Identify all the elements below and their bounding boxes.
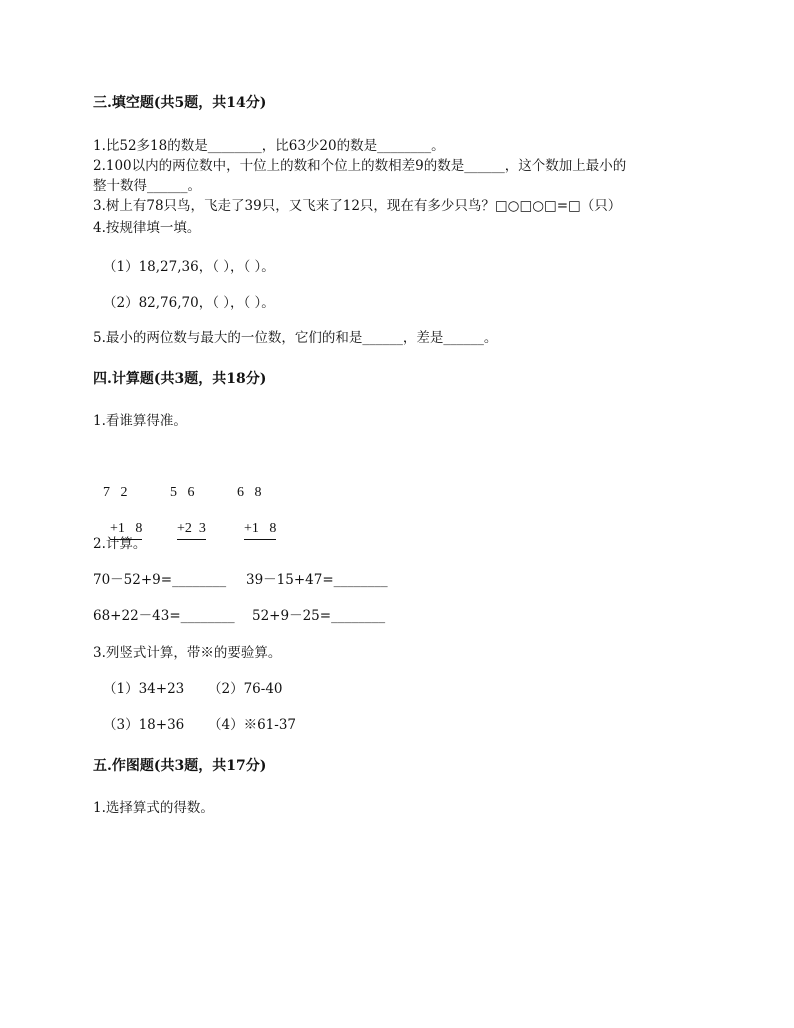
vertical-sum-2-top: 5 6 <box>163 485 195 500</box>
question-3-1: 1.比52多18的数是________，比63少20的数是________。 <box>93 138 445 154</box>
question-3-4-part1: （1）18,27,36，（ ），（ ）。 <box>103 259 275 275</box>
calc-1: 70－52+9=________ <box>93 572 227 588</box>
question-4-3-part4: （4）※61-37 <box>208 717 297 733</box>
question-3-4: 4.按规律填一填。 <box>93 220 201 236</box>
vertical-sum-1-bottom: +1 8 <box>110 520 142 540</box>
question-3-3: 3.树上有78只鸟，飞走了39只，又飞来了12只，现在有多少只鸟？□○□○□=□（只） <box>93 198 622 214</box>
question-4-3-part3: （3）18+36 <box>103 717 185 733</box>
calc-4: 52+9－25=________ <box>252 608 386 624</box>
question-3-2-line2: 整十数得______。 <box>93 178 201 194</box>
calc-3: 68+22－43=________ <box>93 608 235 624</box>
vertical-sum-2 <box>163 448 206 558</box>
question-4-3: 3.列竖式计算，带※的要验算。 <box>93 645 282 661</box>
calc-2: 39－15+47=________ <box>246 572 388 588</box>
question-4-3-part1: （1）34+23 <box>103 681 185 697</box>
vertical-sum-3-bottom: +1 8 <box>244 520 276 540</box>
section-title-drawing: 五.作图题(共3题，共17分) <box>93 758 267 774</box>
vertical-sum-1-top: 7 2 <box>96 485 128 500</box>
question-3-5: 5.最小的两位数与最大的一位数，它们的和是______，差是______。 <box>93 330 498 346</box>
vertical-sum-3 <box>230 448 276 558</box>
section-title-fill-in: 三.填空题(共5题，共14分) <box>93 95 267 111</box>
question-5-1: 1.选择算式的得数。 <box>93 800 214 816</box>
question-4-1: 1.看谁算得准。 <box>93 413 187 429</box>
question-3-2-line1: 2.100以内的两位数中，十位上的数和个位上的数相差9的数是______，这个数加上最小的 <box>93 158 627 174</box>
vertical-sum-2-bottom: +2 3 <box>177 520 206 540</box>
section-title-calculation: 四.计算题(共3题，共18分) <box>93 371 267 387</box>
question-3-4-part2: （2）82,76,70，（ ），（ ）。 <box>103 295 275 311</box>
question-4-2: 2.计算。 <box>93 536 147 552</box>
question-4-3-part2: （2）76-40 <box>208 681 283 697</box>
vertical-sum-3-top: 6 8 <box>230 485 262 500</box>
